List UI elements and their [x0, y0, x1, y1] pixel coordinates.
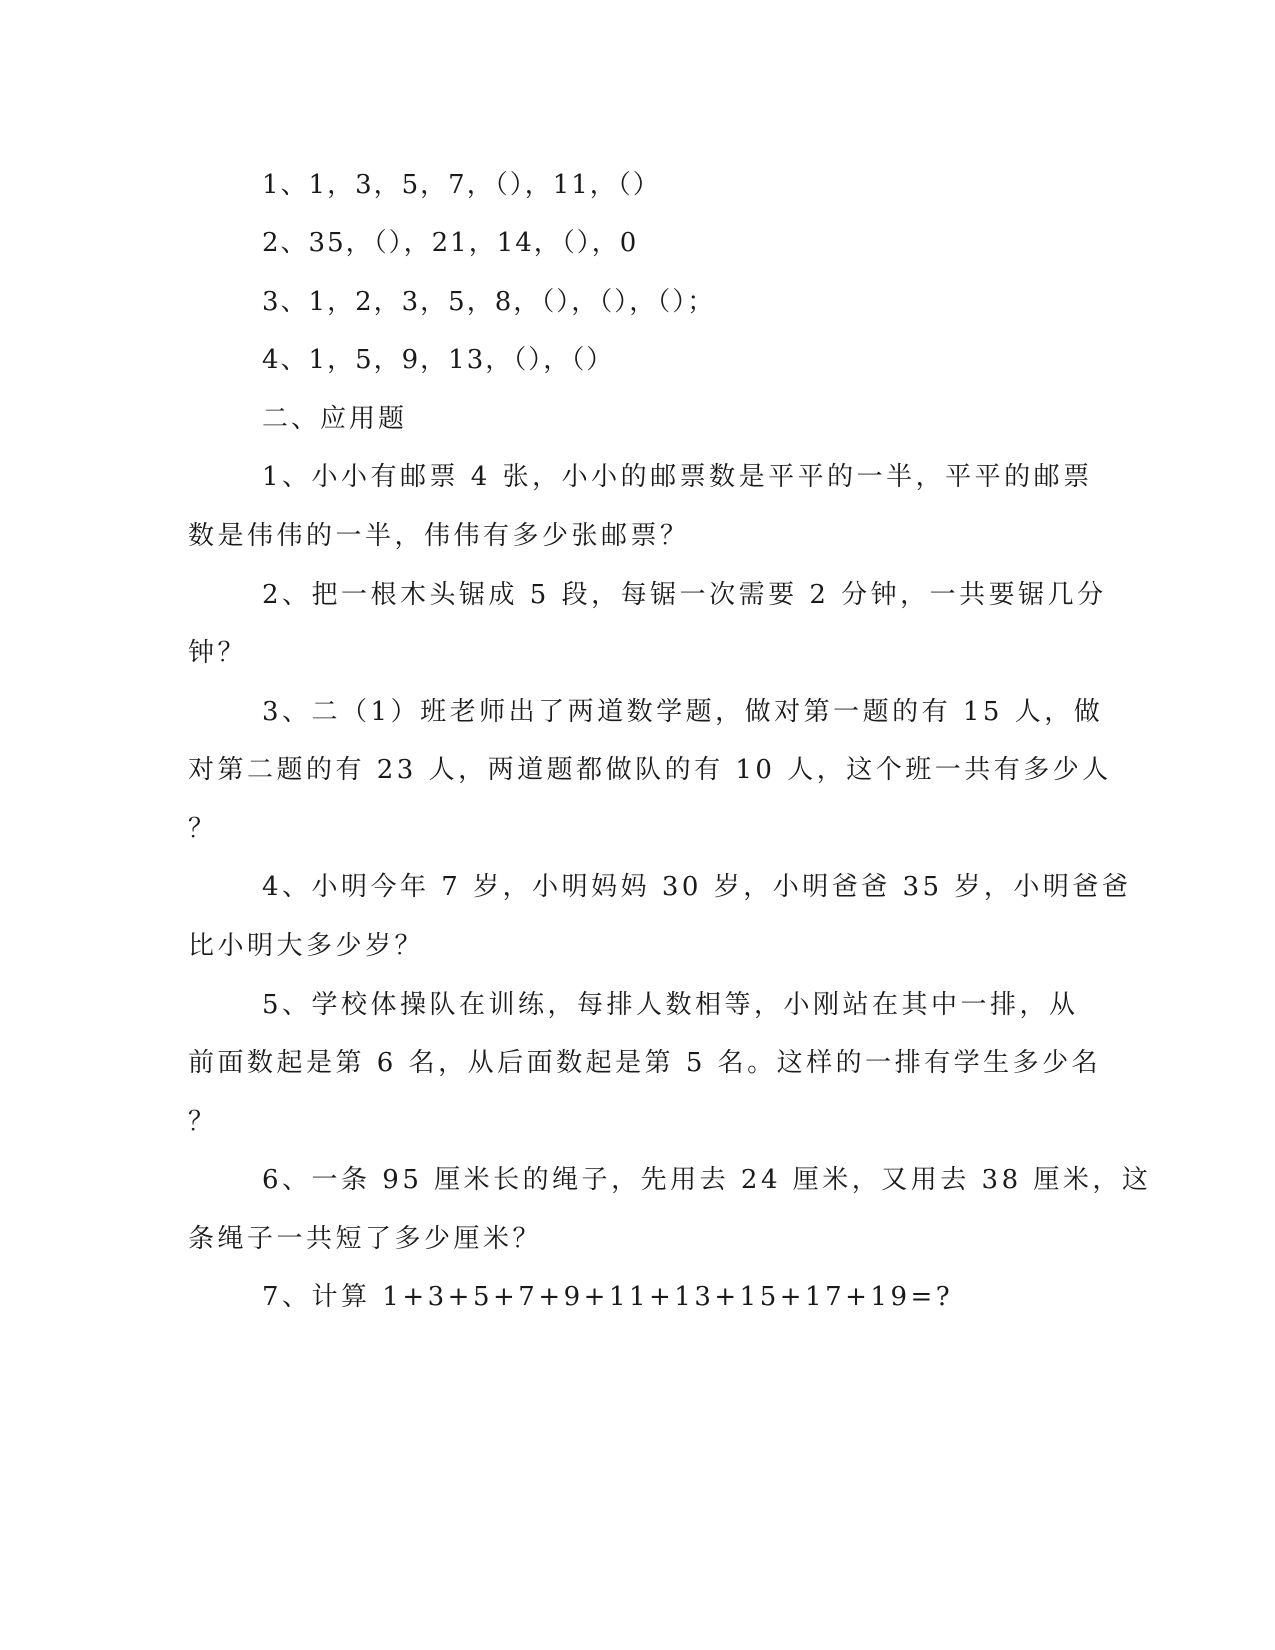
problem-1-line-2: 数是伟伟的一半，伟伟有多少张邮票？: [188, 521, 690, 551]
problem-2-line-2: 钟？: [188, 638, 248, 668]
problem-6-line-2: 条绳子一共短了多少厘米？: [188, 1224, 543, 1254]
sequence-item-4: 4、1，5，9，13，（），（）: [262, 345, 615, 375]
problem-2-line-1: 2、把一根木头锯成 5 段，每锯一次需要 2 分钟，一共要锯几分: [262, 580, 1107, 610]
sequence-item-2: 2、35，（），21，14，（），0: [262, 228, 639, 258]
problem-5-line-3: ？: [188, 1107, 218, 1137]
problem-4-line-2: 比小明大多少岁？: [188, 931, 425, 961]
problem-4-line-1: 4、小明今年 7 岁，小明妈妈 30 岁，小明爸爸 35 岁，小明爸爸: [262, 872, 1132, 902]
problem-3-line-3: ？: [188, 814, 218, 844]
problem-5-line-2: 前面数起是第 6 名，从后面数起是第 5 名。这样的一排有学生多少名: [188, 1048, 1102, 1078]
problem-5-line-1: 5、学校体操队在训练，每排人数相等，小刚站在其中一排，从: [262, 990, 1079, 1020]
problem-3-line-2: 对第二题的有 23 人，两道题都做队的有 10 人，这个班一共有多少人: [188, 755, 1112, 785]
section-heading: 二、应用题: [262, 404, 408, 434]
problem-6-line-1: 6、一条 95 厘米长的绳子，先用去 24 厘米，又用去 38 厘米，这: [262, 1165, 1152, 1195]
problem-1-line-1: 1、小小有邮票 4 张，小小的邮票数是平平的一半，平平的邮票: [262, 462, 1093, 492]
problem-7-line-1: 7、计算 1+3+5+7+9+11+13+15+17+19=?: [262, 1282, 954, 1312]
sequence-item-1: 1、1，3，5，7，（），11，（）: [262, 170, 661, 200]
sequence-item-3: 3、1，2，3，5，8，（），（），（）；: [262, 287, 716, 317]
problem-3-line-1: 3、二（1）班老师出了两道数学题，做对第一题的有 15 人，做: [262, 697, 1104, 727]
